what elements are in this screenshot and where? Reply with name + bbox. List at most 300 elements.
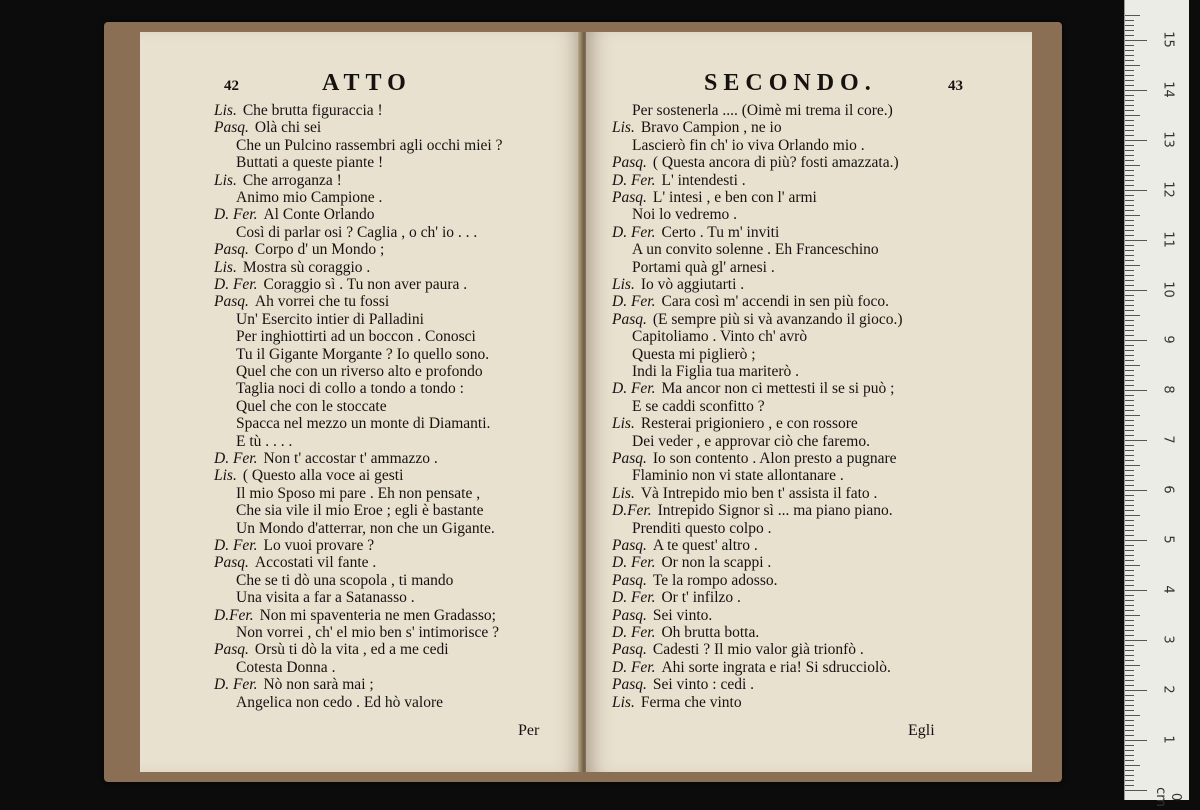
ruler-tick — [1125, 580, 1134, 581]
verse-text: Orsù ti dò la vita , ed a me cedi — [254, 641, 449, 659]
text-line — [236, 346, 489, 364]
text-line — [236, 572, 453, 590]
ruler-tick — [1125, 365, 1140, 366]
text-line — [612, 485, 877, 503]
text-line — [236, 589, 415, 607]
verse-text: Lascierò fin ch' io viva Orlando mio . — [632, 136, 865, 154]
text-line — [236, 380, 464, 398]
text-line — [214, 172, 342, 190]
ruler-tick — [1125, 525, 1134, 526]
ruler-tick — [1125, 90, 1147, 91]
ruler-tick — [1125, 700, 1134, 701]
ruler-tick — [1125, 400, 1134, 401]
ruler-tick — [1125, 470, 1134, 471]
ruler-tick — [1125, 20, 1134, 21]
speaker-label: D. Fer. — [612, 658, 656, 676]
text-line — [236, 154, 383, 172]
verse-text: Non mi spaventeria ne men Gradasso; — [259, 606, 496, 624]
ruler-tick — [1125, 510, 1134, 511]
text-line — [214, 607, 496, 625]
ruler-tick — [1125, 285, 1134, 286]
text-line — [214, 241, 384, 259]
verse-text: Una visita a far a Satanasso . — [236, 589, 415, 607]
text-line — [612, 572, 778, 590]
ruler-tick — [1125, 250, 1134, 251]
verse-text: Così di parlar osi ? Caglia , o ch' io . . . — [236, 223, 478, 241]
text-line — [612, 189, 817, 207]
ruler-tick — [1125, 305, 1134, 306]
ruler-tick — [1125, 245, 1134, 246]
text-line — [214, 276, 467, 294]
text-line — [612, 119, 782, 137]
speaker-label: D. Fer. — [612, 624, 656, 641]
ruler-tick — [1125, 755, 1134, 756]
ruler-label: 4 — [1160, 585, 1176, 594]
ruler-tick — [1125, 325, 1134, 326]
ruler-tick — [1125, 140, 1147, 141]
speaker-label: Pasq. — [612, 450, 647, 467]
speaker-label: Pasq. — [214, 554, 249, 572]
text-line — [612, 293, 889, 311]
speaker-label: D. Fer. — [612, 171, 656, 189]
verse-text: Corpo d' un Mondo ; — [254, 241, 385, 259]
ruler-label: 12 — [1160, 181, 1176, 198]
verse-text: Mostra sù coraggio . — [242, 258, 371, 276]
ruler-tick — [1125, 790, 1147, 791]
ruler-tick — [1125, 445, 1134, 446]
ruler-tick — [1125, 275, 1134, 276]
text-line — [612, 172, 746, 190]
ruler-tick — [1125, 475, 1134, 476]
ruler-label: 15 — [1160, 31, 1176, 48]
ruler-tick — [1125, 335, 1134, 336]
ruler-tick — [1125, 690, 1147, 691]
ruler-tick — [1125, 35, 1134, 36]
verse-text: Prenditi questo colpo . — [632, 519, 772, 537]
verse-text: Un Mondo d'atterrar, non che un Gigante. — [236, 519, 495, 537]
text-line — [236, 328, 476, 346]
ruler-tick — [1125, 630, 1134, 631]
ruler-tick — [1125, 350, 1134, 351]
ruler-tick — [1125, 780, 1134, 781]
speaker-label: D.Fer. — [612, 502, 652, 520]
ruler-tick — [1125, 535, 1134, 536]
ruler-tick — [1125, 190, 1147, 191]
speaker-label: D. Fer. — [214, 206, 258, 224]
text-line — [632, 363, 799, 381]
ruler-tick — [1125, 480, 1134, 481]
ruler-tick — [1125, 345, 1134, 346]
speaker-label: Pasq. — [612, 676, 647, 694]
verse-text: Spacca nel mezzo un monte di Diamanti. — [236, 415, 491, 433]
speaker-label: D. Fer. — [612, 380, 656, 398]
ruler-tick — [1125, 80, 1134, 81]
verse-text: Io vò aggiutarti . — [640, 276, 745, 293]
verse-text: Che se ti dò una scopola , ti mando — [236, 571, 454, 589]
verse-text: Io son contento . Alon presto a pugnare — [652, 450, 897, 467]
running-title: ATTO — [322, 70, 412, 96]
ruler-label: 1 — [1160, 735, 1176, 744]
verse-text: Accostati vil fante . — [254, 554, 377, 572]
ruler-tick — [1125, 230, 1134, 231]
ruler-tick — [1125, 730, 1134, 731]
ruler-tick — [1125, 265, 1140, 266]
speaker-label: D. Fer. — [214, 450, 258, 467]
text-line — [632, 328, 807, 346]
verse-text: Intrepido Signor sì ... ma piano piano. — [657, 502, 893, 520]
verse-text: Per inghiottirti ad un boccon . Conosci — [236, 328, 476, 346]
speaker-label: Pasq. — [214, 241, 249, 259]
ruler-tick — [1125, 65, 1140, 66]
ruler-tick — [1125, 695, 1134, 696]
verse-text: Resterai prigioniero , e con rossore — [640, 415, 858, 433]
ruler-tick — [1125, 310, 1134, 311]
ruler-tick — [1125, 355, 1134, 356]
ruler-tick — [1125, 185, 1134, 186]
text-line — [236, 189, 382, 207]
verse-text: Che arroganza ! — [242, 171, 342, 189]
verse-text: Quel che con un riverso alto e profondo — [236, 363, 483, 380]
ruler-label: 2 — [1160, 685, 1176, 694]
text-line — [214, 450, 438, 468]
verse-text: Un' Esercito intier di Palladini — [236, 310, 424, 328]
ruler-tick — [1125, 670, 1134, 671]
verse-text: Lo vuoi provare ? — [263, 537, 375, 554]
ruler-label: 9 — [1160, 335, 1176, 344]
verse-text: E se caddi sconfitto ? — [632, 397, 765, 415]
ruler-tick — [1125, 180, 1134, 181]
verse-text: L' intendesti . — [661, 171, 746, 189]
ruler-tick — [1125, 45, 1134, 46]
speaker-label: Pasq. — [612, 571, 647, 589]
verse-text: Sei vinto. — [652, 606, 713, 624]
ruler-tick — [1125, 225, 1134, 226]
ruler-tick — [1125, 330, 1134, 331]
ruler-tick — [1125, 420, 1134, 421]
text-line — [612, 224, 779, 242]
ruler-tick — [1125, 450, 1134, 451]
ruler-tick — [1125, 195, 1134, 196]
verse-text: L' intesi , e ben con l' armi — [652, 189, 817, 206]
ruler-tick — [1125, 625, 1134, 626]
verse-text: Angelica non cedo . Ed hò valore — [236, 693, 444, 711]
speaker-label: D. Fer. — [214, 276, 258, 293]
speaker-label: D. Fer. — [612, 293, 656, 311]
text-line — [612, 607, 712, 625]
text-line — [214, 537, 374, 555]
text-line — [632, 433, 870, 451]
ruler-tick — [1125, 390, 1147, 391]
ruler-tick — [1125, 725, 1134, 726]
verse-text: Portami quà gl' arnesi . — [632, 258, 775, 276]
ruler-label: 10 — [1160, 281, 1176, 298]
text-line — [632, 206, 737, 224]
ruler-tick — [1125, 595, 1134, 596]
text-line — [612, 450, 897, 468]
ruler-tick — [1125, 95, 1134, 96]
speaker-label: Pasq. — [612, 310, 647, 328]
ruler-tick — [1125, 220, 1134, 221]
text-line — [214, 467, 403, 485]
text-line — [236, 311, 424, 329]
verse-text: (E sempre più si và avanzando il gioco.) — [652, 310, 903, 328]
speaker-label: Pasq. — [612, 537, 647, 554]
speaker-label: D. Fer. — [612, 554, 656, 572]
verse-text: Al Conte Orlando — [263, 206, 375, 224]
ruler-tick — [1125, 460, 1134, 461]
text-line — [612, 502, 893, 520]
running-title: SECONDO. — [704, 70, 877, 96]
verse-text: Questa mi piglierò ; — [632, 345, 756, 363]
verse-text: Il mio Sposo mi pare . Eh non pensate , — [236, 484, 481, 502]
ruler-tick — [1125, 710, 1134, 711]
right-page — [586, 32, 1032, 772]
verse-text: Ahi sorte ingrata e ria! Si sdrucciolò. — [661, 658, 891, 676]
ruler-tick — [1125, 605, 1134, 606]
speaker-label: D. Fer. — [612, 589, 656, 607]
ruler-tick — [1125, 105, 1134, 106]
ruler-label: 5 — [1160, 535, 1176, 544]
page-number: 42 — [224, 78, 239, 94]
ruler-tick — [1125, 215, 1140, 216]
ruler-label: 14 — [1160, 81, 1176, 98]
speaker-label: Lis. — [612, 415, 635, 433]
text-line — [214, 676, 374, 694]
text-line — [632, 137, 865, 155]
ruler-tick — [1125, 540, 1147, 541]
ruler-tick — [1125, 415, 1140, 416]
ruler-tick — [1125, 240, 1147, 241]
ruler-tick — [1125, 160, 1134, 161]
speaker-label: D.Fer. — [214, 606, 254, 624]
speaker-label: Pasq. — [612, 189, 647, 206]
ruler-tick — [1125, 315, 1140, 316]
ruler-tick — [1125, 150, 1134, 151]
text-line — [612, 311, 903, 329]
text-line — [612, 641, 864, 659]
speaker-label: Pasq. — [214, 641, 249, 659]
speaker-label: Lis. — [214, 258, 237, 276]
ruler-tick — [1125, 70, 1134, 71]
ruler-tick — [1125, 435, 1134, 436]
ruler-tick — [1125, 385, 1134, 386]
text-line — [612, 694, 742, 712]
text-line — [236, 415, 490, 433]
ruler-tick — [1125, 590, 1147, 591]
ruler-tick — [1125, 320, 1134, 321]
ruler-tick — [1125, 50, 1134, 51]
ruler-tick — [1125, 430, 1134, 431]
left-page — [140, 32, 582, 772]
text-line — [214, 259, 370, 277]
verse-text: Che brutta figuraccia ! — [242, 102, 383, 119]
text-line — [236, 659, 335, 677]
ruler-tick — [1125, 740, 1147, 741]
text-line — [632, 520, 772, 538]
ruler-tick — [1125, 760, 1134, 761]
speaker-label: D. Fer. — [612, 223, 656, 241]
speaker-label: Lis. — [214, 102, 237, 119]
verse-text: Non vorrei , ch' el mio ben s' intimorisce ? — [236, 624, 499, 641]
verse-text: A te quest' altro . — [652, 537, 758, 554]
ruler-tick — [1125, 260, 1134, 261]
ruler-tick — [1125, 115, 1140, 116]
speaker-label: Lis. — [214, 171, 237, 189]
ruler-tick — [1125, 25, 1134, 26]
ruler-tick — [1125, 210, 1134, 211]
ruler-tick — [1125, 360, 1134, 361]
ruler-tick — [1125, 675, 1134, 676]
ruler-tick — [1125, 175, 1134, 176]
ruler-tick — [1125, 520, 1134, 521]
ruler-tick — [1125, 620, 1134, 621]
ruler-tick — [1125, 565, 1140, 566]
ruler-label: 8 — [1160, 385, 1176, 394]
text-line — [236, 694, 443, 712]
verse-text: ( Questa ancora di più? fosti amazzata.) — [652, 154, 899, 172]
text-line — [632, 259, 775, 277]
ruler-tick — [1125, 410, 1134, 411]
verse-text: Bravo Campion , ne io — [640, 119, 782, 137]
ruler-tick — [1125, 550, 1134, 551]
verse-text: Quel che con le stoccate — [236, 397, 387, 415]
speaker-label: D. Fer. — [214, 537, 258, 554]
ruler-label: 3 — [1160, 635, 1176, 644]
verse-text: Ferma che vinto — [640, 693, 742, 711]
speaker-label: Pasq. — [214, 119, 249, 137]
ruler-tick — [1125, 490, 1147, 491]
ruler-tick — [1125, 100, 1134, 101]
verse-text: Non t' accostar t' ammazzo . — [263, 450, 438, 467]
verse-text: Coraggio sì . Tu non aver paura . — [263, 276, 468, 293]
ruler-tick — [1125, 615, 1140, 616]
verse-text: Taglia noci di collo a tondo a tondo : — [236, 380, 464, 398]
speaker-label: Lis. — [612, 693, 635, 711]
ruler-tick — [1125, 560, 1134, 561]
speaker-label: D. Fer. — [214, 676, 258, 694]
text-line — [214, 293, 389, 311]
ruler-tick — [1125, 15, 1140, 16]
ruler-tick — [1125, 685, 1134, 686]
ruler-tick — [1125, 720, 1134, 721]
ruler-label: 13 — [1160, 131, 1176, 148]
ruler-tick — [1125, 750, 1134, 751]
verse-text: Ma ancor non ci mettesti il se si può ; — [661, 380, 895, 398]
ruler-tick — [1125, 500, 1134, 501]
ruler-tick — [1125, 135, 1134, 136]
text-line — [236, 520, 495, 538]
speaker-label: Pasq. — [214, 293, 249, 311]
speaker-label: Lis. — [612, 276, 635, 293]
verse-text: Ah vorrei che tu fossi — [254, 293, 390, 311]
speaker-label: Lis. — [612, 484, 635, 502]
verse-text: Tu il Gigante Morgante ? Io quello sono. — [236, 345, 490, 363]
verse-text: Certo . Tu m' inviti — [661, 223, 780, 241]
ruler-tick — [1125, 705, 1134, 706]
ruler-tick — [1125, 680, 1134, 681]
ruler-tick — [1125, 270, 1134, 271]
ruler-tick — [1125, 735, 1134, 736]
right-page-header — [586, 72, 1032, 102]
text-line — [632, 467, 844, 485]
ruler-tick — [1125, 555, 1134, 556]
ruler-tick — [1125, 635, 1134, 636]
verse-text: Nò non sarà mai ; — [263, 676, 374, 694]
speaker-label: Pasq. — [612, 154, 647, 172]
verse-text: Buttati a queste piante ! — [236, 154, 384, 172]
text-line — [612, 589, 741, 607]
ruler-tick — [1125, 40, 1147, 41]
verse-text: Sei vinto : cedi . — [652, 676, 755, 694]
text-line — [236, 224, 477, 242]
text-line — [236, 398, 387, 416]
verse-text: Olà chi sei — [254, 119, 322, 137]
text-line — [236, 485, 480, 503]
ruler-tick — [1125, 770, 1134, 771]
text-line — [214, 641, 449, 659]
text-line — [236, 363, 483, 381]
text-line — [612, 276, 744, 294]
verse-text: E tù . . . . — [236, 432, 293, 450]
verse-text: Capitoliamo . Vinto ch' avrò — [632, 328, 808, 346]
catchword: Egli — [908, 722, 935, 739]
ruler-tick — [1125, 465, 1140, 466]
ruler-tick — [1125, 110, 1134, 111]
ruler-tick — [1125, 280, 1134, 281]
ruler-tick — [1125, 300, 1134, 301]
verse-text: Cadesti ? Il mio valor già trionfò . — [652, 641, 864, 659]
verse-text: Per sostenerla .... (Oimè mi trema il core.) — [632, 102, 893, 119]
ruler-tick — [1125, 765, 1140, 766]
verse-text: ( Questo alla voce ai gesti — [242, 467, 404, 485]
ruler-tick — [1125, 570, 1134, 571]
ruler-tick — [1125, 585, 1134, 586]
ruler-tick — [1125, 645, 1134, 646]
text-line — [214, 554, 376, 572]
ruler-tick — [1125, 575, 1134, 576]
ruler-tick — [1125, 130, 1134, 131]
ruler-tick — [1125, 205, 1134, 206]
ruler-tick — [1125, 85, 1134, 86]
text-line — [612, 624, 759, 642]
ruler-tick — [1125, 405, 1134, 406]
ruler-tick — [1125, 290, 1147, 291]
text-line — [612, 659, 891, 677]
ruler-tick — [1125, 545, 1134, 546]
ruler-tick — [1125, 515, 1140, 516]
verse-text: Or non la scappi . — [661, 554, 772, 572]
ruler-tick — [1125, 145, 1134, 146]
ruler-tick — [1125, 600, 1134, 601]
ruler-tick — [1125, 235, 1134, 236]
verse-text: Và Intrepido mio ben t' assista il fato . — [640, 484, 878, 502]
ruler-tick — [1125, 440, 1147, 441]
speaker-label: Pasq. — [612, 606, 647, 624]
verse-text: Che sia vile il mio Eroe ; egli è bastante — [236, 502, 484, 520]
measuring-ruler — [1124, 0, 1189, 807]
ruler-label: 0 cm — [1153, 787, 1183, 807]
ruler-label: 7 — [1160, 435, 1176, 444]
text-line — [612, 676, 754, 694]
ruler-label: 11 — [1160, 231, 1176, 248]
ruler-tick — [1125, 610, 1134, 611]
ruler-label: 6 — [1160, 485, 1176, 494]
text-line — [632, 102, 893, 120]
ruler-tick — [1125, 340, 1147, 341]
verse-text: Or t' infilzo . — [661, 589, 741, 607]
verse-text: Flaminio non vi state allontanare . — [632, 467, 844, 485]
text-line — [612, 415, 858, 433]
